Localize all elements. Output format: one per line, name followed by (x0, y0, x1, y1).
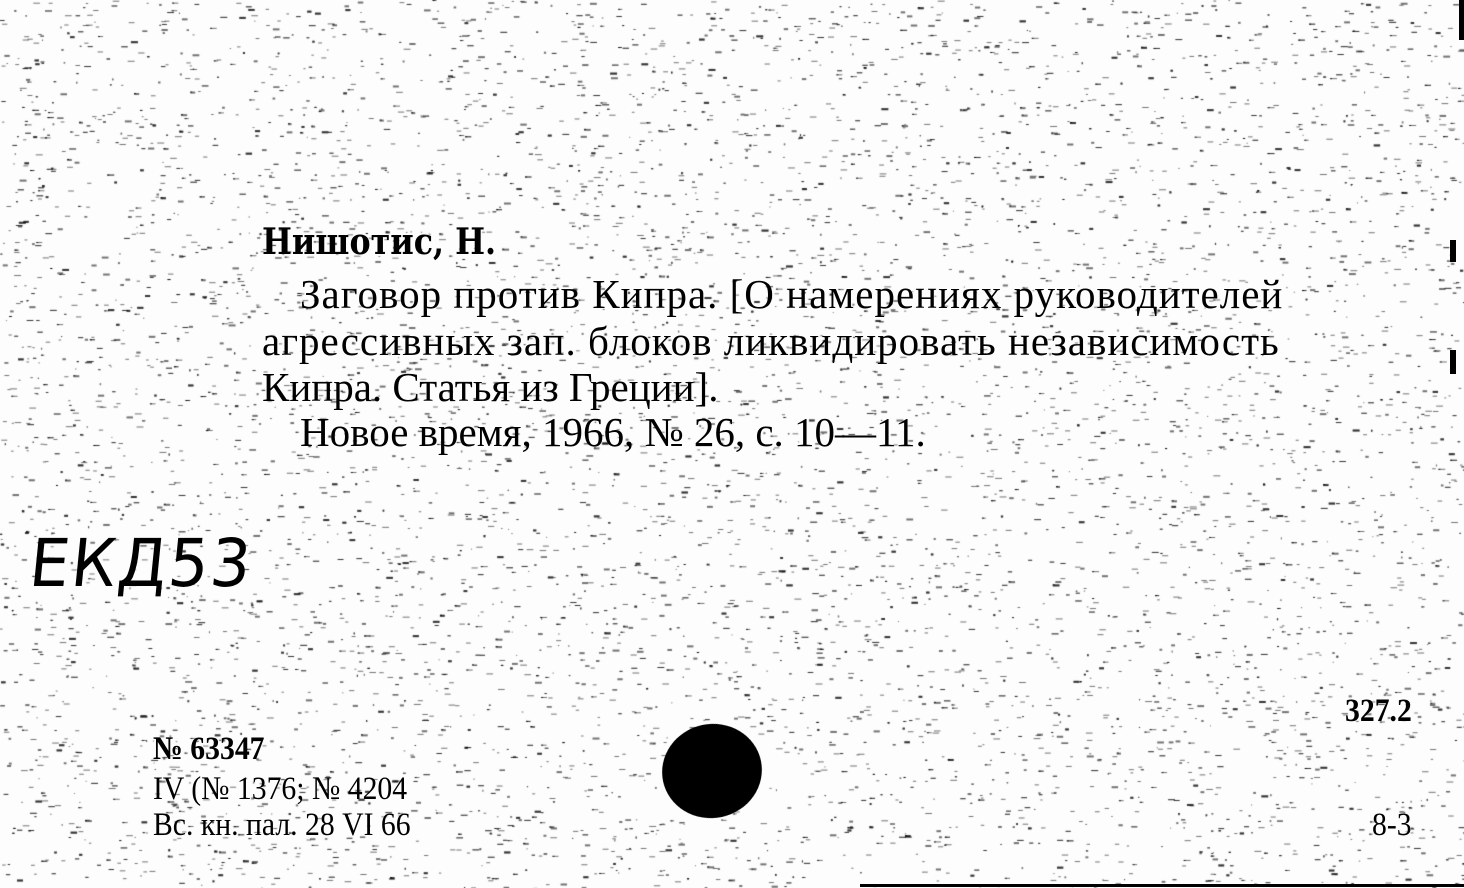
source-line: Новое время, 1966, № 26, с. 10—11. (300, 409, 926, 455)
title-line-2: агрессивных зап. блоков ликвидировать независимость (262, 318, 1280, 364)
card-edge (860, 884, 1464, 887)
shelf-code: 8-3 (1372, 807, 1412, 843)
title-line-1: Заговор против Кипра. [О намерениях руководителей (300, 271, 1284, 317)
handwritten-code: ЕКД53 (26, 525, 257, 602)
edge-mark (1450, 240, 1456, 262)
receipt-note: Вс. кн. пал. 28 VI 66 (153, 807, 411, 843)
inventory-numbers: IV (№ 1376; № 4204 (153, 771, 408, 807)
classification-number: 327.2 (1345, 693, 1412, 729)
card-edge (1459, 0, 1464, 40)
accession-number: № 63347 (153, 731, 265, 767)
title-line-3: Кипра. Статья из Греции]. (262, 364, 719, 410)
edge-mark (1450, 350, 1456, 374)
author-heading: Нишотис, Н. (262, 221, 497, 263)
